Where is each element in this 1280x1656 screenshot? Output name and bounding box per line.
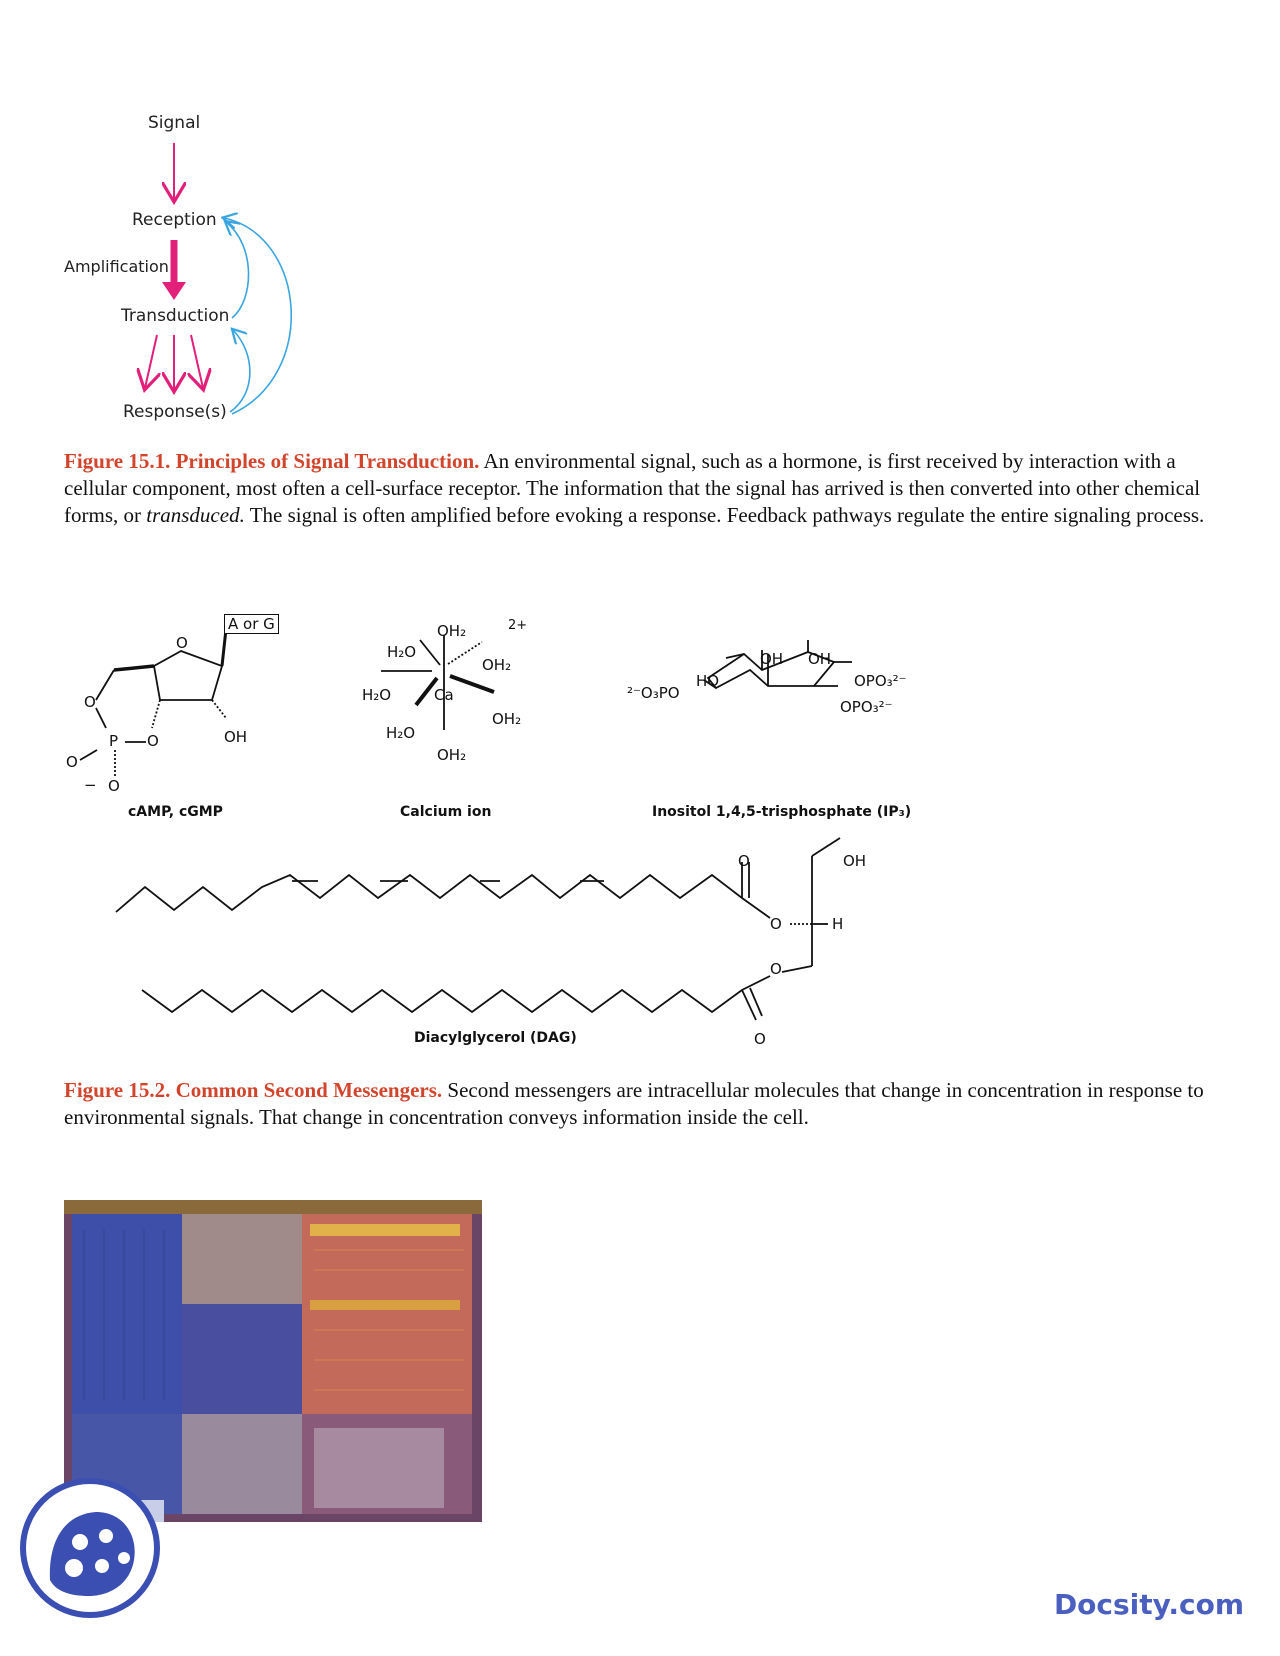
ip3-oh-2: OH [808, 650, 832, 668]
caption-text-b: The signal is often amplified before evoking a response. Feedback pathways regulate the entire signaling process. [244, 503, 1205, 527]
camp-o-left: O [84, 693, 96, 711]
dag-name: Diacylglycerol (DAG) [414, 1030, 577, 1046]
ca-oh2-upper-right: OH₂ [482, 656, 512, 674]
docsity-watermark: Docsity.com [1053, 1588, 1244, 1621]
figure-15-2-caption [64, 1077, 1214, 1131]
dag-h: H [832, 915, 844, 933]
dag-o-ester-1: O [770, 915, 782, 933]
camp-o-double: O [66, 753, 78, 771]
camp-oh: OH [224, 728, 248, 746]
ip3-oh-1: OH [760, 650, 784, 668]
dag-o-bottom: O [754, 1030, 766, 1048]
microprocessor-image [64, 1200, 482, 1522]
ca-h2o-left: H₂O [362, 686, 392, 704]
label-transduction: Transduction [121, 306, 230, 326]
ip3-ho: HO [696, 672, 720, 690]
camp-minus: − [84, 776, 97, 794]
label-amplification: Amplification [64, 257, 169, 276]
microprocessor-photo [64, 1200, 482, 1522]
camp-name: cAMP, cGMP [128, 804, 223, 820]
figure-15-2-caption-text: Second messengers are intracellular molecules that change in concentration in response to environmental signals. That change in concentration conveys information inside the cell. [64, 1078, 1204, 1129]
camp-ring-oxygen: O [176, 634, 188, 652]
ca-oh2-lower-right: OH₂ [492, 710, 522, 728]
ip3-left-group: ²⁻O₃PO [627, 684, 680, 702]
camp-o-bottom: O [108, 777, 120, 795]
ip3-opo3-lower: OPO₃²⁻ [840, 698, 893, 716]
label-reception: Reception [132, 210, 217, 230]
ca-h2o-upper-left: H₂O [387, 643, 417, 661]
ca-center: Ca [434, 686, 454, 704]
label-responses: Response(s) [123, 402, 227, 422]
caption-italic: transduced. [146, 503, 245, 527]
camp-o-p: O [147, 732, 159, 750]
caption-text-a: An environmental signal, such as a hormone, is first received by interaction with a cellular component, most often a cell-surface receptor. The information that the signal has arrived is then converted into other chemical forms, or [64, 449, 1201, 527]
figure-15-1-caption [64, 448, 1214, 529]
figure-15-2-title: Figure 15.2. Common Second Messengers. [64, 1078, 443, 1102]
camp-p: P [109, 732, 119, 750]
camp-base-box: A or G [224, 614, 279, 634]
chemical-structures-drawing [0, 600, 1280, 1060]
dag-oh: OH [843, 852, 867, 870]
ca-bottom: OH₂ [437, 746, 467, 764]
ip3-name: Inositol 1,4,5-trisphosphate (IP₃) [652, 804, 912, 820]
figure-15-1-title: Figure 15.1. Principles of Signal Transduction. [64, 449, 480, 473]
label-signal: Signal [148, 113, 201, 133]
ca-h2o-lower-left: H₂O [386, 724, 416, 742]
docsity-logo [20, 1478, 160, 1618]
ca-top: OH₂ [437, 622, 467, 640]
calcium-name: Calcium ion [400, 804, 492, 820]
docsity-logo-icon [26, 1484, 154, 1612]
ip3-opo3-upper: OPO₃²⁻ [854, 672, 907, 690]
dag-o-top: O [738, 852, 750, 870]
dag-o-ester-2: O [770, 960, 782, 978]
ca-charge: 2+ [508, 618, 528, 633]
